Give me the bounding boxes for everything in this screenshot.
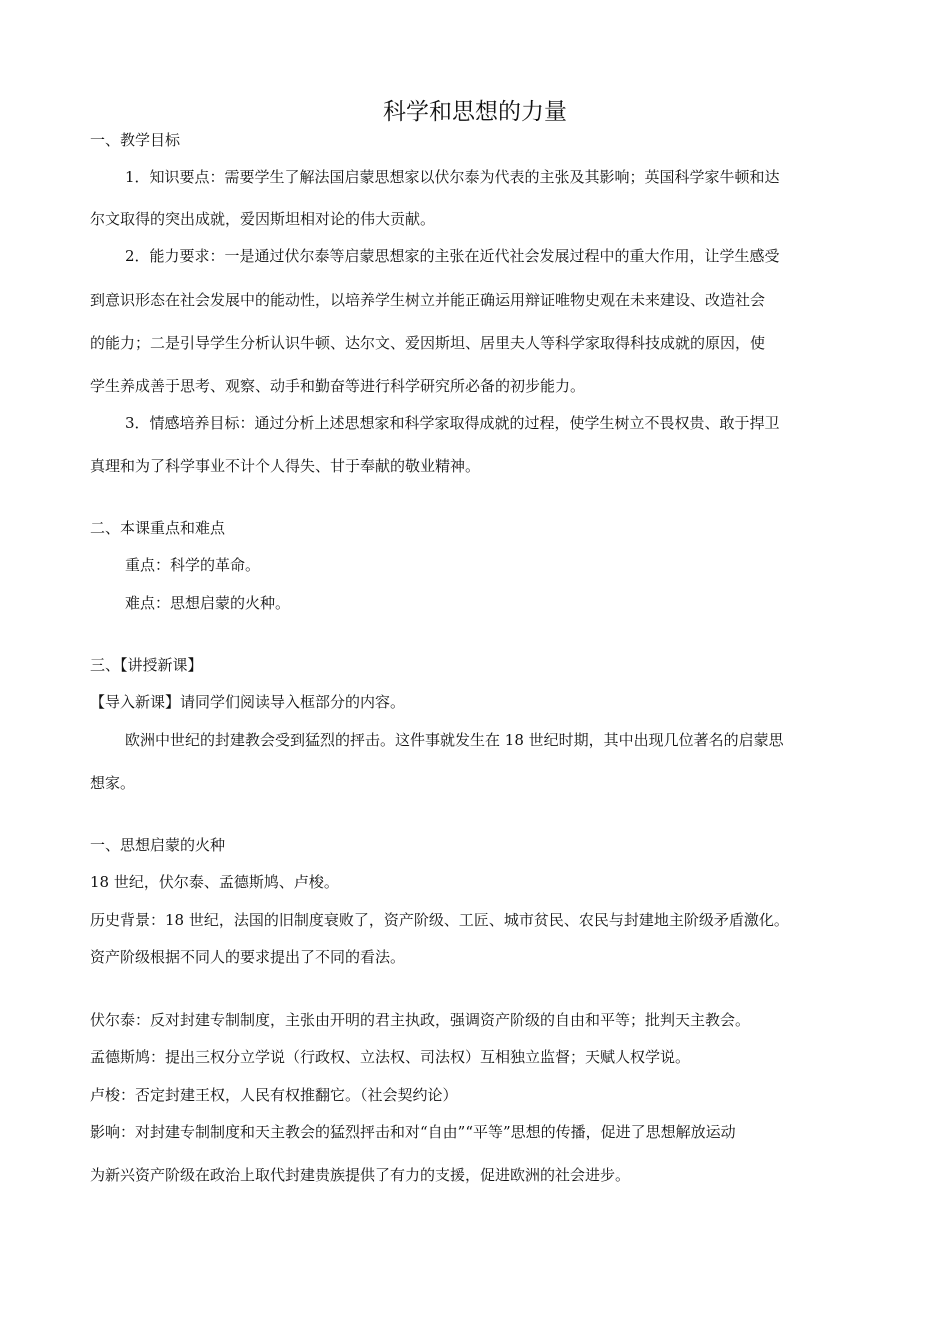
impact-line: 为新兴资产阶级在政治上取代封建贵族提供了有力的支援，促进欧洲的社会进步。 [90, 1166, 631, 1184]
key-point-text: 重点：科学的革命。 [125, 556, 261, 574]
paragraph-ability-line: 的能力；二是引导学生分析认识牛顿、达尔文、爱因斯坦、居里夫人等科学家取得科技成就的原因，使 [90, 334, 766, 352]
paragraph-emotion-line: 3．情感培养目标：通过分析上述思想家和科学家取得成就的过程，使学生树立不畏权贵、敢于捍卫 [125, 414, 780, 432]
section-heading-objectives: 一、教学目标 [90, 131, 181, 149]
intro-text: 【导入新课】请同学们阅读导入框部分的内容。 [90, 693, 406, 711]
impact-line: 影响：对封建专制制度和天主教会的猛烈抨击和对“自由”“平等”思想的传播，促进了思想解放运动 [90, 1123, 736, 1141]
paragraph-ability-line: 2．能力要求：一是通过伏尔泰等启蒙思想家的主张在近代社会发展过程中的重大作用，让学生感受 [125, 247, 780, 265]
voltaire-text: 伏尔泰：反对封建专制制度，主张由开明的君主执政，强调资产阶级的自由和平等；批判天主教会。 [90, 1011, 751, 1029]
background-line: 历史背景：18 世纪，法国的旧制度衰败了，资产阶级、工匠、城市贫民、农民与封建地主阶级矛盾激化。 [90, 911, 789, 929]
paragraph-ability-line: 到意识形态在社会发展中的能动性，以培养学生树立并能正确运用辩证唯物史观在未来建设、改造社会 [90, 291, 766, 309]
intro-paragraph-line: 欧洲中世纪的封建教会受到猛烈的抨击。这件事就发生在 18 世纪时期，其中出现几位著名的启蒙思 [125, 731, 784, 749]
paragraph-ability-line: 学生养成善于思考、观察、动手和勤奋等进行科学研究所必备的初步能力。 [90, 377, 586, 395]
rousseau-text: 卢梭：否定封建王权，人民有权推翻它。（社会契约论） [90, 1086, 458, 1104]
century-thinkers-text: 18 世纪，伏尔泰、孟德斯鸠、卢梭。 [90, 873, 339, 891]
paragraph-knowledge-line: 尔文取得的突出成就，爱因斯坦相对论的伟大贡献。 [90, 210, 436, 228]
background-line: 资产阶级根据不同人的要求提出了不同的看法。 [90, 948, 406, 966]
section-heading-key-points: 二、本课重点和难点 [90, 519, 226, 537]
paragraph-emotion-line: 真理和为了科学事业不计个人得失、甘于奉献的敬业精神。 [90, 457, 481, 475]
difficulty-text: 难点：思想启蒙的火种。 [125, 594, 291, 612]
part-heading-enlightenment: 一、思想启蒙的火种 [90, 836, 226, 854]
intro-paragraph-line: 想家。 [90, 774, 136, 792]
document-title: 科学和思想的力量 [383, 99, 567, 125]
section-heading-new-lesson: 三、【讲授新课】 [90, 656, 203, 674]
paragraph-knowledge-line: 1．知识要点：需要学生了解法国启蒙思想家以伏尔泰为代表的主张及其影响；英国科学家牛顿和达 [125, 168, 780, 186]
montesquieu-text: 孟德斯鸠：提出三权分立学说（行政权、立法权、司法权）互相独立监督；天赋人权学说。 [90, 1048, 691, 1066]
